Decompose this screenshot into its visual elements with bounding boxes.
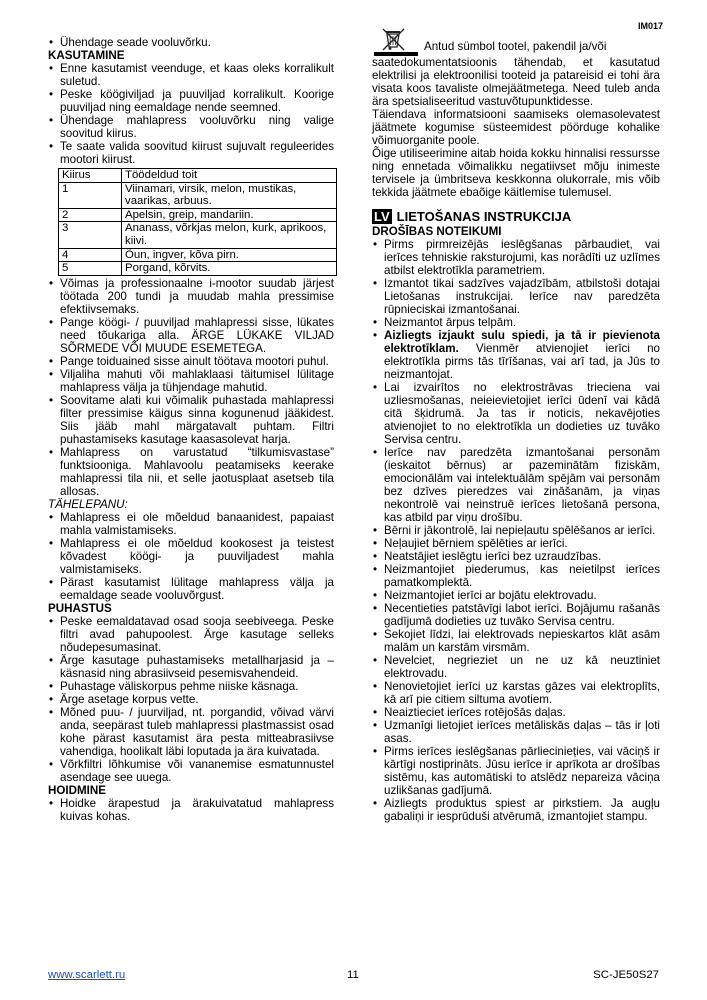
language-badge: LV: [374, 209, 390, 224]
list-item: • Pirms ierīces ieslēgšanas pārlieciniețies, vai vāciņš ir kārtīgi nostiprināts. Jūsu ierīce ir aprīkota ar drošības sistēmu, kas automātiski to atslēdz nepareiza vāciņa uzlikšanas gadījumā.: [372, 745, 660, 797]
intro-list: [48, 36, 334, 49]
lv-title: LIETOŠANAS INSTRUKCIJA: [396, 209, 572, 224]
table-header-row: [59, 169, 337, 183]
list-item: • Uzmanīgi lietojiet ierīces metāliskās daļas – tās ir ļoti asas.: [372, 719, 660, 745]
list-item: • Pirms pirmreizējās ieslēgšanas pārbaudiet, vai ierīces tehniskie raksturojumi, kas norādīti uz uzlīmes atbilst elektrotīkla parametriem.: [372, 238, 660, 277]
list-item: • Te saate valida soovitud kiirust sujuvalt reguleerides mootori kiirust.: [48, 140, 334, 166]
model-number: SC-JE50S27: [593, 969, 659, 981]
list-item: • Ärge asetage korpus vette.: [48, 693, 334, 706]
list-item: • Pärast kasutamist lülitage mahlapress välja ja eemaldage seade vooluvõrgust.: [48, 576, 334, 602]
list-item: • Ühendage mahlapress vooluvõrku ning valige soovitud kiirus.: [48, 114, 334, 140]
section-title-use: KASUTAMINE: [48, 49, 125, 62]
list-item: • Mahlapress ei ole mõeldud kookosest ja teistest kõvadest köögi- ja puuviljadest mahla valmistamiseks.: [48, 537, 334, 576]
table-cell: 4: [59, 248, 122, 262]
speed-table: [58, 168, 337, 276]
section-title-safety: DROŠĪBAS NOTEIKUMI: [372, 225, 502, 238]
table-cell: Porgand, kõrvits.: [122, 262, 337, 276]
section-title-cleaning: PUHASTUS: [48, 601, 112, 615]
list-item: • Võimas ja professionaalne i-mootor suudab järjest töötada 200 tundi ja muudab mahla pressimise efektiivsemaks.: [48, 277, 334, 316]
list-item: • Nevelciet, negrieziet un ne uz kā neuztiniet elektrovadu.: [372, 654, 660, 680]
list-item: • Necentieties patstāvīgi labot ierīci. Bojājumu rašanās gadījumā dodieties uz tuvāko Servisa centru.: [372, 602, 660, 628]
weee-paragraph: Õige utiliseerimine aitab hoida kokku hinnalisi ressursse ning ennetada võimalikku negatiivset mõju inimeste tervisele ja ümbritseva keskkonna olukorrale, mis võib tekkida jäätmete ebaõige käitlemise tulemusel.: [372, 147, 660, 199]
table-cell: Apelsin, greip, mandariin.: [122, 208, 337, 222]
weee-paragraph: saatedokumentatsioonis tähendab, et kasutatud elektrilisi ja elektroonilisi tooteid ja patareisid ei tohi ära visata koos tavaliste olmejäätmetega. Need tuleb anda ära spetsialiseeritud vastuvõtupunktidesse.: [372, 56, 660, 108]
list-item: • Puhastage väliskorpus pehme niiske käsnaga.: [48, 680, 334, 693]
warning-continuation: Vienmēr atvienojiet ierīci no elektrotīkla pirms tās tīrīšanas, vai arī tad, ja Jūs to neizmantojat.: [384, 342, 660, 381]
table-cell: 5: [59, 262, 122, 276]
list-item: • Võrkfiltri lõhkumise või vananemise esmatunnustel asendage see uuega.: [48, 758, 334, 784]
table-cell: 2: [59, 208, 122, 222]
list-item: • Peske köögiviljad ja puuviljad korralikult. Koorige puuviljad ning eemaldage nende seemned.: [48, 88, 334, 114]
table-row: [59, 222, 337, 248]
table-row: [59, 208, 337, 222]
safety-list: [372, 238, 660, 823]
list-item: • Neaiztieciet ierīces rotējošās daļas.: [372, 706, 660, 719]
list-item: • Sekojiet līdzi, lai elektrovads nepieskartos klāt asām malām un karstām virsmām.: [372, 628, 660, 654]
list-item: • Ierīce nav paredzēta izmantošanai personām (ieskaitot bērnus) ar pazeminātām fiziskām, emocionālām vai intelektuālām spējām vai personām bez dzīves pieredzes vai zināšanām, ja viņas nekontrolē vai neinstruē ierīces lietošanā persona, kas atbild par viņu drošību.: [372, 446, 660, 524]
table-cell: Õun, ingver, kõva pirn.: [122, 248, 337, 262]
use-list-continued: [48, 277, 334, 498]
table-row: [59, 248, 337, 262]
list-item: • Nenovietojiet ierīci uz karstas gāzes vai elektroplīts, kā arī pie citiem siltuma avotiem.: [372, 680, 660, 706]
table-cell: 1: [59, 182, 122, 208]
footer-website-link[interactable]: www.scarlett.ru: [48, 969, 126, 981]
list-item: • Ühendage seade vooluvõrku.: [48, 36, 334, 49]
cleaning-list: [48, 615, 334, 784]
list-item: • Mõned puu- / juurviljad, nt. porgandid, võivad värvi anda, seepärast tuleb mahlapressi plastmassist osad kohe pärast kasutamist ära pesta mitteabrasiivse vahendiga, hoolikalt läbi loputada ja ära kuivatada.: [48, 706, 334, 758]
table-cell: 3: [59, 222, 122, 248]
bold-warning: Aizliegts izjaukt sulu spiedi, ja tā ir pievienota elektrotīklam.: [384, 329, 660, 355]
table-row: [59, 262, 337, 276]
table-cell: Viinamari, virsik, melon, mustikas, vaarikas, arbuus.: [122, 182, 337, 208]
weee-notice-first-line: [372, 40, 660, 56]
document-code: IM017: [637, 21, 663, 31]
list-item: [372, 329, 660, 381]
list-item: • Izmantot tikai sadzīves vajadzībām, atbilstoši dotajai Lietošanas instrukcijai. Ierīce nav paredzēta rūpnieciskai izmantošanai.: [372, 277, 660, 316]
table-header-cell: Kiirus: [59, 169, 122, 183]
section-title-note: TÄHELEPANU:: [48, 497, 128, 511]
table-cell: Ananass, võrkjas melon, kurk, aprikoos, kiivi.: [122, 222, 337, 248]
table-row: [59, 182, 337, 208]
list-item: • Mahlapress ei ole mõeldud banaanidest, papaiast mahla valmistamiseks.: [48, 511, 334, 537]
list-item: • Lai izvairītos no elektrostrāvas trieciena vai uzliesmošanas, neieievietojiet ierīci ūdenī vai kādā citā šķidrumā. Ja tas ir noticis, nekavējoties atvienojiet to no elektrotīkla un dodieties uz tuvāko Servisa centru.: [372, 381, 660, 446]
list-item: • Neizmantojiet ierīci ar bojātu elektrovadu.: [372, 589, 660, 602]
list-item: • Ärge kasutage puhastamiseks metallharjasid ja – käsnasid ning abrasiivseid pesemisvahendeid.: [48, 654, 334, 680]
right-column: [372, 36, 660, 823]
list-item: • Soovitame alati kui võimalik puhastada mahlapressi filter pressimise käigus sinna kogunenud jääkidest. Siis jääb mahl märgatavalt puhtam. Filtri puhastamiseks kasutage kaasasolevat harja.: [48, 394, 334, 446]
list-item: • Peske eemaldatavad osad sooja seebiveega. Peske filtri avad pahupoolest. Ärge kasutage selleks nõudepesumasinat.: [48, 615, 334, 654]
left-column: [48, 36, 334, 823]
storage-list: [48, 797, 334, 823]
weee-paragraph: Täiendava informatsiooni saamiseks olemasolevatest jäätmete kogumise süsteemidest pöörduge kohalike võimuorganite poole.: [372, 108, 660, 147]
list-item: • Enne kasutamist veenduge, et kaas oleks korralikult suletud.: [48, 62, 334, 88]
use-list: [48, 62, 334, 166]
list-item: • Viljaliha mahuti või mahlaklaasi täitumisel lülitage mahlapress välja ja tühjendage mahutid.: [48, 368, 334, 394]
crossed-out-wheelie-bin-icon: [374, 28, 418, 56]
list-item: • Neļaujiet bērniem spēlēties ar ierīci.: [372, 537, 660, 550]
list-item: • Neatstājiet ieslēgtu ierīci bez uzraudzības.: [372, 550, 660, 563]
list-item: • Bērni ir jākontrolē, lai nepieļautu spēlēšanos ar ierīci.: [372, 524, 660, 537]
section-title-storage: HOIDMINE: [48, 783, 106, 797]
note-list: [48, 511, 334, 602]
table-header-cell: Töödeldud toit: [122, 169, 337, 183]
list-item: • Neizmantot ārpus telpām.: [372, 316, 660, 329]
list-item: • Hoidke ärapestud ja ärakuivatatud mahlapress kuivas kohas.: [48, 797, 334, 823]
list-item: • Aizliegts produktus spiest ar pirkstiem. Ja augļu gabaliņi ir iesprūduši atvērumā, izmantojiet stampu.: [372, 797, 660, 823]
page-number: 11: [347, 969, 359, 981]
weee-first-line: Antud sümbol tootel, pakendil ja/või: [424, 40, 607, 53]
list-item: • Mahlapress on varustatud “tilkumisvastase” funktsiooniga. Mahlavoolu peatamiseks keerake mahlapressi tila nii, et selle jaotusplaat asetseb tila allosas.: [48, 446, 334, 498]
list-item: • Pange köögi- / puuviljad mahlapressi sisse, lükates need tõukariga alla. ÄRGE LÜKAKE VILJAD SÕRMEDE VÕI MUUDE ESEMETEGA.: [48, 316, 334, 355]
list-item: • Neizmantojiet piederumus, kas neietilpst ierīces pamatkomplektā.: [372, 563, 660, 589]
lv-section-heading: [372, 209, 660, 225]
list-item: • Pange toiduained sisse ainult töötava mootori puhul.: [48, 355, 334, 368]
